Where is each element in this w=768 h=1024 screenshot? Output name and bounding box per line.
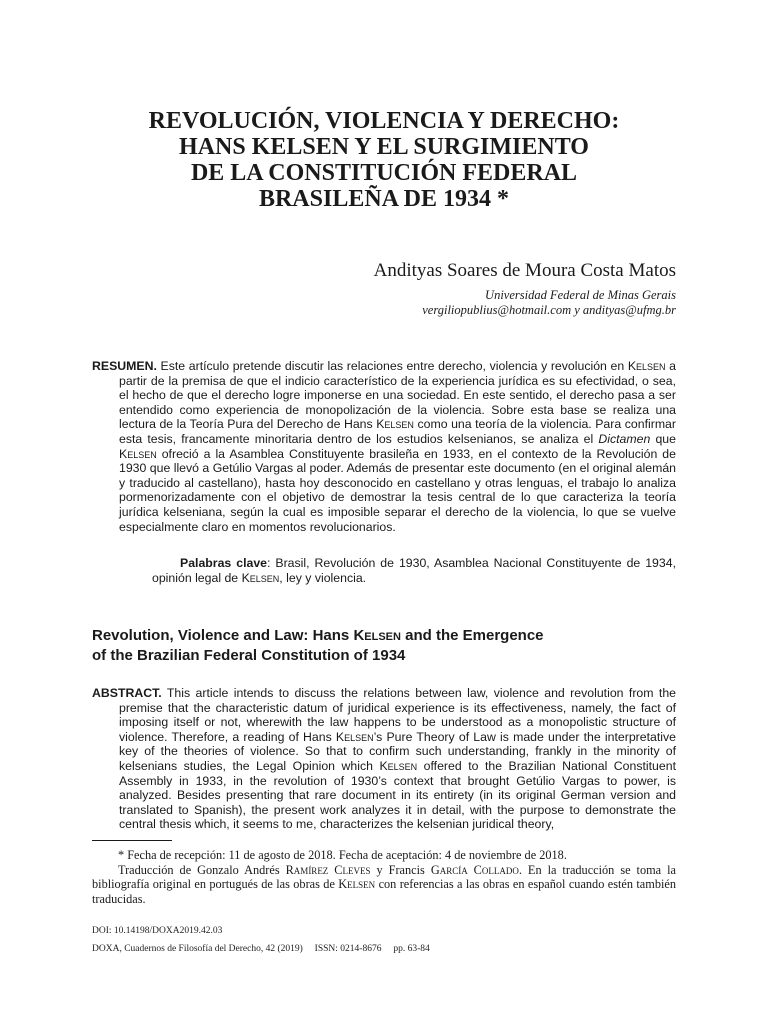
abstract-paragraph [92,686,676,832]
affiliation: Universidad Federal de Minas Gerais [485,288,676,302]
keywords-text: : Brasil, Revolución de 1930, Asamblea Nacional Constituyente de 1934, opinión legal de [152,556,676,585]
title-line: BRASILEÑA DE 1934 * [258,186,510,212]
english-title-line: of the Brazilian Federal Constitution of 1934 [92,647,406,664]
kelsen-name: Kelsen [627,359,666,373]
english-title-text: Revolution, Violence and Law: Hans [92,627,354,644]
translator-name: García Collado [430,862,519,877]
footnote-translation [92,863,676,907]
author-name: Andityas Soares de Moura Costa Matos [373,260,676,281]
footnote-text: con referencias a las obras en español cuando estén también traducidas. [92,877,677,906]
resumen-text: a partir de la premisa de que el indicio característico de la experiencia jurídica es su efectividad, o sea, el hecho de que el derecho logre imponerse en una sociedad. En este sentido, el derecho pasa a ser entendido como experiencia de monopolización de la violencia. Sobre esta base se realiza una lectura de la Teoría Pura del Derecho de Hans [119,359,676,432]
keywords-paragraph [152,556,676,585]
abstract-text: ’s Pure Theory of Law is made under the interpretative key of the theories of violence. So that to confirm such understanding, frankly in the minority of kelsenians studies, the Legal Opinion which [119,729,676,773]
footnote-text: Traducción de Gonzalo Andrés [118,862,286,877]
resumen-text: Este artículo pretende discutir las relaciones entre derecho, violencia y revolución en [156,359,628,373]
kelsen-name: Kelsen [241,570,280,585]
footnote-dates: * Fecha de recepción: 11 de agosto de 2018. Fecha de aceptación: 4 de noviembre de 2018. [118,848,567,862]
kelsen-name: Kelsen [376,417,414,432]
english-title-text: and the Emergence [400,627,544,644]
kelsen-name: Kelsen [338,877,376,891]
abstract-text: offered to the Brazilian National Constituent Assembly in 1933, in the revolution of 1930’s context that brought Getúlio Vargas to power, is analyzed. Besides presenting that rare document in its entirety (in its original German version and translated to Spanish), the present work analyzes it in detail, with the purpose to demonstrate the central thesis which, it seems to me, characterizes the kelsenian juridical theory, [119,758,676,832]
footnote [92,848,676,906]
kelsen-name: Kelsen [335,729,374,744]
footnote-text: y Francis [370,862,431,877]
title-line: DE LA CONSTITUCIÓN FEDERAL [190,160,578,186]
dictamen-term: Dictamen [598,431,651,446]
footnote-rule [92,840,172,841]
keywords-label: Palabras clave [180,556,268,570]
author-affiliation-block [422,288,676,318]
footnote-text: . En la traducción se toma la bibliografía original en portugués de las obras de [92,862,676,891]
kelsen-name: Kelsen [119,446,157,461]
journal-citation: DOXA, Cuadernos de Filosofía del Derecho, 42 (2019) ISSN: 0214-8676 pp. 63-84 [92,944,430,954]
abstract-label: ABSTRACT. [92,686,162,700]
resumen-paragraph [92,359,676,534]
abstract-text: This article intends to discuss the relations between law, violence and revolution from the premise that the characteristic datum of juridical experience is its effectiveness, namely, the fact of imposing itself or not, wherewith the law happens to be understood as a monopolistic structure of violence. Therefore, a reading of Hans [119,686,676,744]
resumen-text: ofreció a la Asamblea Constituyente brasileña en 1933, en el contexto de la Revolución de 1930 que llevó a Getúlio Vargas al poder. Además de presentar este documento (en el original alemán y traducido al castellano), hasta hoy desconocido en castellano y otras lenguas, el trabajo lo analiza pormenorizadamente con el objetivo de demostrar la tesis central de lo que caracteriza la teoría jurídica kelseniana, según la cual es imposible separar el derecho de la violencia, lo que se vuelve especialmente claro en momentos revolucionarios. [119,446,676,534]
translator-name: Ramírez Cleves [285,862,371,877]
kelsen-name: Kelsen [353,627,401,644]
resumen-text: que [650,431,676,446]
keywords-text: , ley y violencia. [279,570,367,585]
kelsen-name: Kelsen [379,758,418,773]
resumen-label: RESUMEN. [92,359,157,373]
english-title-line [92,626,692,646]
article-title [92,108,676,212]
title-line: HANS KELSEN Y EL SURGIMIENTO [179,134,589,160]
title-line: REVOLUCIÓN, VIOLENCIA Y DERECHO: [148,108,620,134]
english-title [92,626,692,666]
author-emails: vergiliopublius@hotmail.com y andityas@ufmg.br [422,303,676,317]
doi: DOI: 10.14198/DOXA2019.42.03 [92,926,223,936]
resumen-text: como una teoría de la violencia. Para confirmar esta tesis, francamente minoritaria dentro de los estudios kelsenianos, se analiza el [119,417,676,446]
